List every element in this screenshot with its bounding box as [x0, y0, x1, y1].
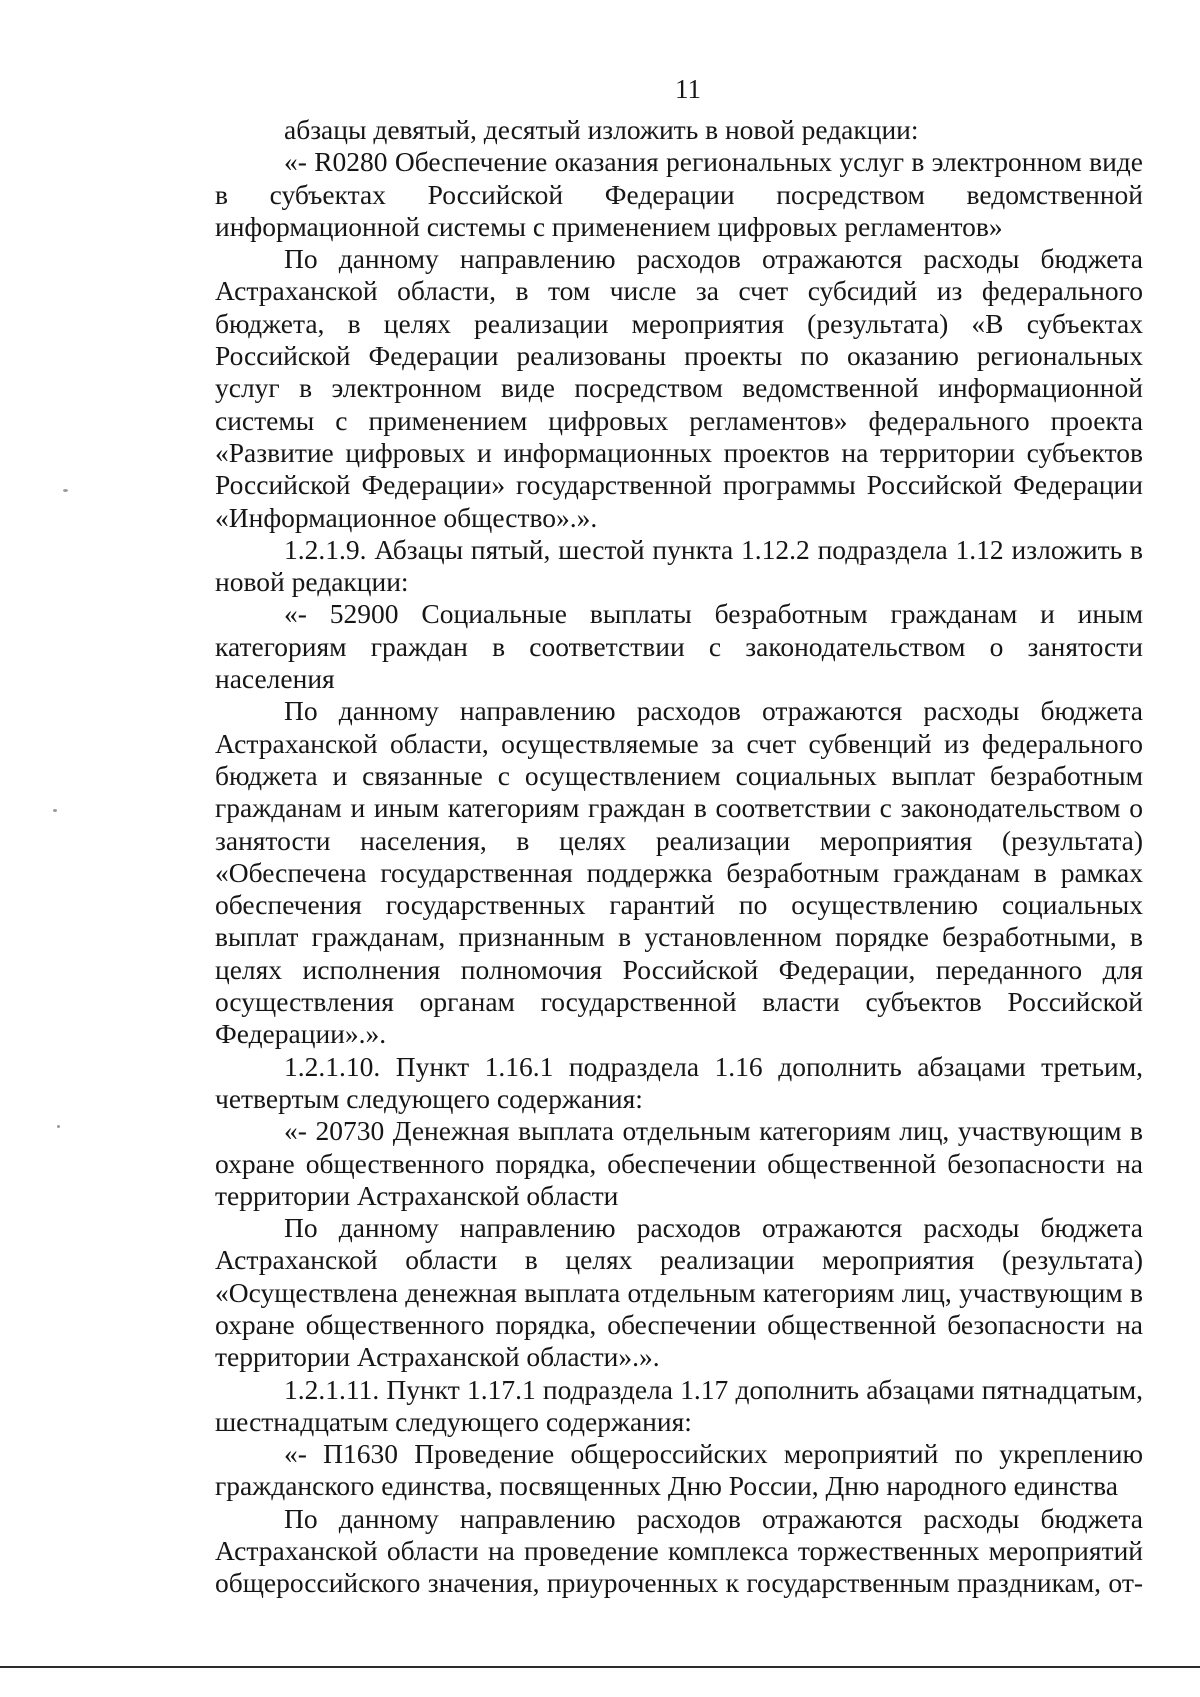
paragraph: 1.2.1.9. Абзацы пятый, шестой пункта 1.12.2 подраздела 1.12 изложить в новой редакции: [215, 533, 1143, 598]
paragraph: «- 20730 Денежная выплата отдельным категориям лиц, участвующим в охране общественного порядка, обеспечении общественной безопасности на территории Астраханской области [215, 1115, 1143, 1211]
page-bottom-edge [0, 1666, 1200, 1668]
page-number: 11 [675, 74, 701, 104]
paragraph: 1.2.1.11. Пункт 1.17.1 подраздела 1.17 дополнить абзацами пятнадцатым, шестнадцатым следующего содержания: [215, 1373, 1143, 1437]
paragraph: 1.2.1.10. Пункт 1.16.1 подраздела 1.16 дополнить абзацами третьим, четвертым следующего содержания: [215, 1050, 1143, 1114]
paragraph: По данному направлению расходов отражаются расходы бюджета Астраханской области, в том числе за счет субсидий из федерального бюджета, в целях реализации мероприятия (результата) «В субъектах Российской Федерации реализованы проекты по оказанию региональных услуг в электронном виде посредством ведомственной информационной системы с применением цифровых регламентов» федерального проекта «Развитие цифровых и информационных проектов на территории субъектов Российской Федерации» государственной программы Российской Федерации «Информационное общество».». [215, 243, 1143, 533]
paragraph: По данному направлению расходов отражаются расходы бюджета Астраханской области на проведение комплекса торжественных мероприятий общероссийского значения, приуроченных к государственным праздникам, от- [215, 1502, 1143, 1599]
scan-speck [53, 809, 57, 812]
paragraph: «- 52900 Социальные выплаты безработным гражданам и иным категориям граждан в соответствии с законодательством о занятости населения [215, 598, 1143, 695]
paragraph: абзацы девятый, десятый изложить в новой редакции: [284, 114, 919, 145]
paragraph: «- R0280 Обеспечение оказания региональных услуг в электронном виде в субъектах Российской Федерации посредством ведомственной информационной системы с применением цифровых регламентов» [215, 146, 1143, 242]
paragraph: «- П1630 Проведение общероссийских мероприятий по укреплению гражданского единства, посвященных Дню России, Дню народного единства [215, 1438, 1143, 1502]
scan-speck [63, 489, 68, 492]
paragraph: По данному направлению расходов отражаются расходы бюджета Астраханской области, осуществляемые за счет субвенций из федерального бюджета и связанные с осуществлением социальных выплат безработным гражданам и иным категориям граждан в соответствии с законодательством о занятости населения, в целях реализации мероприятия (результата) «Обеспечена государственная поддержка безработным гражданам в рамках обеспечения государственных гарантий по осуществлению социальных выплат гражданам, признанным в установленном порядке безработными, в целях исполнения полномочия Российской Федерации, переданного для осуществления органам государственной власти субъектов Российской Федерации».». [215, 695, 1143, 1050]
document-body [215, 114, 1143, 1600]
scan-speck [57, 1125, 60, 1128]
paragraph: По данному направлению расходов отражаются расходы бюджета Астраханской области в целях реализации мероприятия (результата) «Осуществлена денежная выплата отдельным категориям лиц, участвующим в охране общественного порядка, обеспечении общественной безопасности на территории Астраханской области».». [215, 1212, 1143, 1373]
